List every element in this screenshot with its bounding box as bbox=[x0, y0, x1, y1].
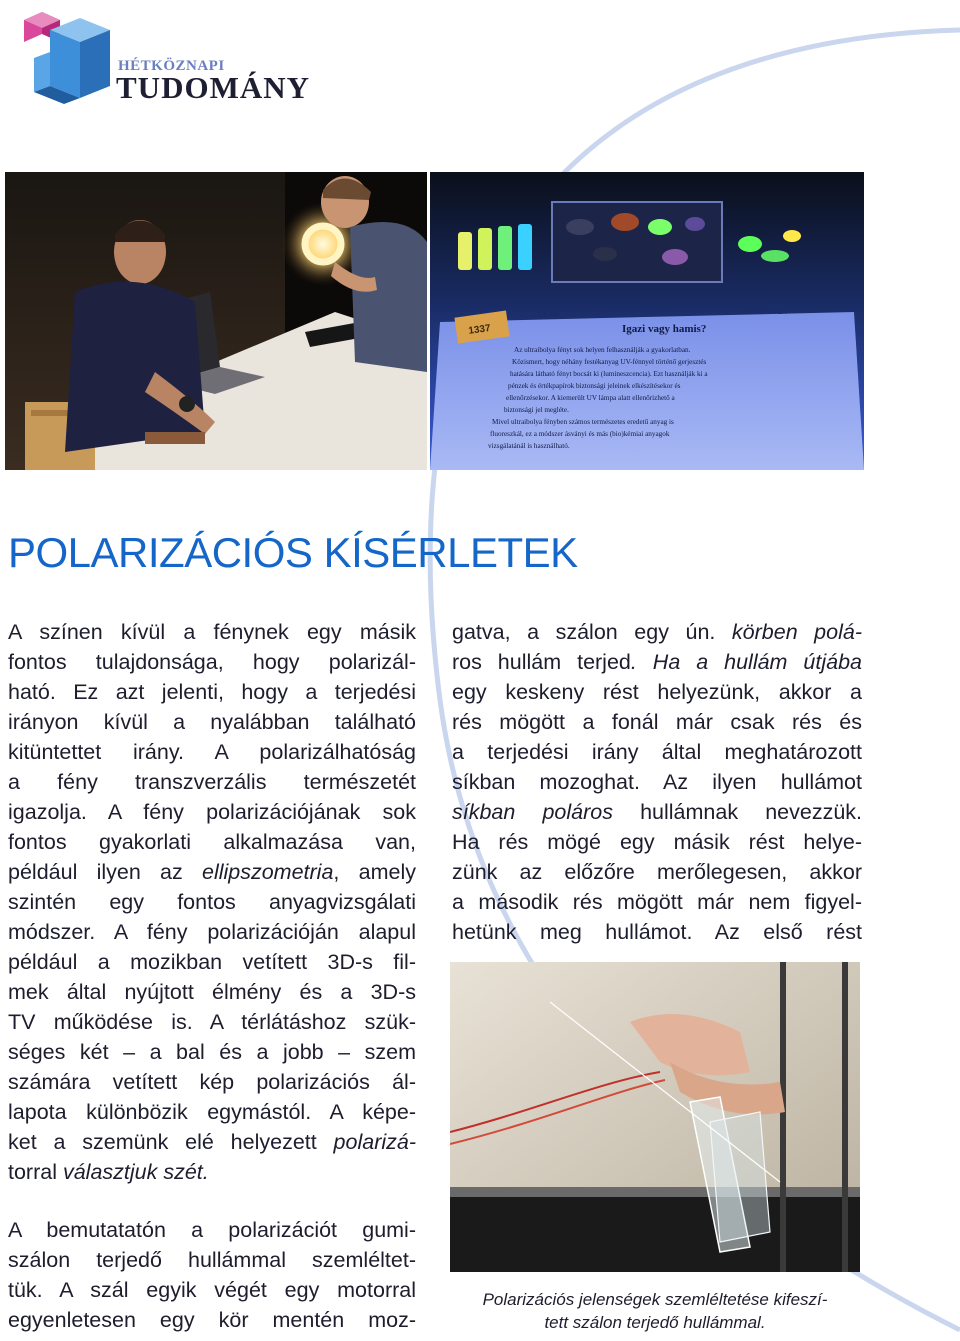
text-line: irányon kívül a nyalábban található bbox=[8, 710, 416, 734]
uv-sheet-line: hatására látható fényt bocsát ki (lumineszcencia). Ezt használják ki a bbox=[510, 370, 708, 378]
caption-line: Polarizációs jelenségek szemléltetése kifeszí- bbox=[482, 1290, 828, 1309]
uv-sheet-line: vizsgálatánál is használható. bbox=[488, 442, 570, 450]
text-line: a terjedési irány által meghatározott bbox=[452, 740, 862, 764]
emphasis-text: választjuk szét. bbox=[56, 1160, 209, 1184]
photo-caption bbox=[450, 1288, 860, 1334]
paragraph-continued bbox=[452, 617, 862, 947]
logo-text-small: HÉTKÖZNAPI bbox=[118, 58, 225, 74]
text-line: A bemutatatón a polarizációt gumi- bbox=[8, 1218, 416, 1242]
text-line: kitüntettet irány. A polarizálhatóság bbox=[8, 740, 416, 764]
text-line: síkban mozoghat. Az ilyen hullámot bbox=[452, 770, 862, 794]
text-line: fontos gyakorlati alkalmazása van, bbox=[8, 830, 416, 854]
uv-sheet-line: Az ultraibolya fényt sok helyen felhasználják a gyakorlatban. bbox=[514, 346, 691, 354]
text-line: lapota különbözik egymástól. A képe- bbox=[8, 1100, 416, 1124]
stacked-cubes-icon bbox=[20, 8, 116, 104]
uv-projection-photo bbox=[430, 172, 864, 470]
uv-sheet-line: ellenőrzésekor. A kiemerült UV lámpa alatt ellenőrizhető a bbox=[506, 394, 675, 402]
page-title: POLARIZÁCIÓS KÍSÉRLETEK bbox=[8, 529, 578, 576]
text-line: rés mögött a fonál már csak rés és bbox=[452, 710, 862, 734]
uv-sheet-line: Közismert, hogy néhány festékanyag UV-fénnyel történő gerjesztés bbox=[512, 358, 707, 366]
text-line: fontos tulajdonsága, hogy polarizál- bbox=[8, 650, 416, 674]
text-line: a második rés mögött már nem figyel- bbox=[452, 890, 862, 914]
paragraph-intro bbox=[8, 617, 416, 1187]
uv-brand-right: LIEGNER-TEK bbox=[740, 309, 787, 316]
text-line: hetünk meg hullámot. Az első rést bbox=[452, 920, 862, 944]
text-line: séges két – a bal és a jobb – szem bbox=[8, 1040, 416, 1064]
uv-sheet-line: Mivel ultraibolya fényben számos természetes eredetű anyag is bbox=[492, 418, 674, 426]
caption-line: tett szálon terjedő hullámmal. bbox=[544, 1313, 766, 1332]
text-line: például a mozikban vetített 3D-s fil- bbox=[8, 950, 416, 974]
text-line: ható. Ez azt jelenti, hogy a terjedési bbox=[8, 680, 416, 704]
logo-text-large: TUDOMÁNY bbox=[116, 70, 310, 105]
emphasis-text: . Ha a hullám útjába bbox=[630, 650, 862, 674]
text-line: számára vetített kép polarizációs ál- bbox=[8, 1070, 416, 1094]
text-line: síkban poláros hullámnak nevezzük. bbox=[452, 800, 863, 824]
uv-sheet-line: fluoreszkál, ez a módszer ásványi és más (bio)kémiai anyagok bbox=[490, 430, 670, 438]
paragraph-demonstration bbox=[8, 1215, 416, 1335]
emphasis-text: polarizá- bbox=[333, 1130, 416, 1154]
uv-ticket-number: 1337 bbox=[467, 322, 492, 337]
string-wave-photo bbox=[450, 962, 860, 1272]
text-line: Ha rés mögé egy másik rést helye- bbox=[452, 830, 862, 854]
text-line: a fény transzverzális természetét bbox=[8, 770, 416, 794]
text-line: módszer. A fény polarizációján alapul bbox=[8, 920, 416, 944]
publication-logo bbox=[20, 8, 310, 108]
emphasis-text: ellipszometria bbox=[201, 860, 334, 884]
text-line: igazolja. A fény polarizációjának sok bbox=[8, 800, 416, 824]
text-line: A színen kívül a fénynek egy másik bbox=[8, 620, 416, 644]
text-line: torral választjuk szét. bbox=[8, 1160, 209, 1184]
uv-brand-left: DEAK bbox=[538, 310, 560, 319]
text-line: egy keskeny rést helyezünk, akkor a bbox=[452, 680, 862, 704]
text-line: szálon terjedő hullámmal szemléltet- bbox=[8, 1248, 416, 1272]
text-line: például ilyen az ellipszometria, amely bbox=[8, 860, 416, 884]
text-line: tük. A szál egyik végét egy motorral bbox=[8, 1278, 416, 1302]
text-line: TV működése is. A térlátáshoz szük- bbox=[8, 1010, 416, 1034]
uv-sheet-line: pénzek és értékpapírok biztonsági jeleinek elkészítésekor és bbox=[508, 382, 681, 390]
lab-experiment-photo bbox=[5, 172, 427, 470]
text-line: ros hullám terjed. Ha a hullám útjába bbox=[452, 650, 862, 674]
uv-sheet-line: biztonsági jel megléte. bbox=[504, 406, 569, 414]
text-line: mek által nyújtott élmény és a 3D-s bbox=[8, 980, 416, 1004]
text-line: zünk az előzőre merőlegesen, akkor bbox=[452, 860, 862, 884]
emphasis-text: körben polá- bbox=[731, 620, 862, 644]
text-line: szintén egy fontos anyagvizsgálati bbox=[8, 890, 416, 914]
text-line: gatva, a szálon egy ún. körben polá- bbox=[452, 620, 862, 644]
emphasis-text: síkban poláros bbox=[452, 800, 613, 824]
uv-sheet-heading: Igazi vagy hamis? bbox=[622, 323, 707, 335]
text-line: egyenletesen egy kör mentén moz- bbox=[8, 1308, 416, 1332]
text-line: ket a szemünk elé helyezett polarizá- bbox=[8, 1130, 416, 1154]
